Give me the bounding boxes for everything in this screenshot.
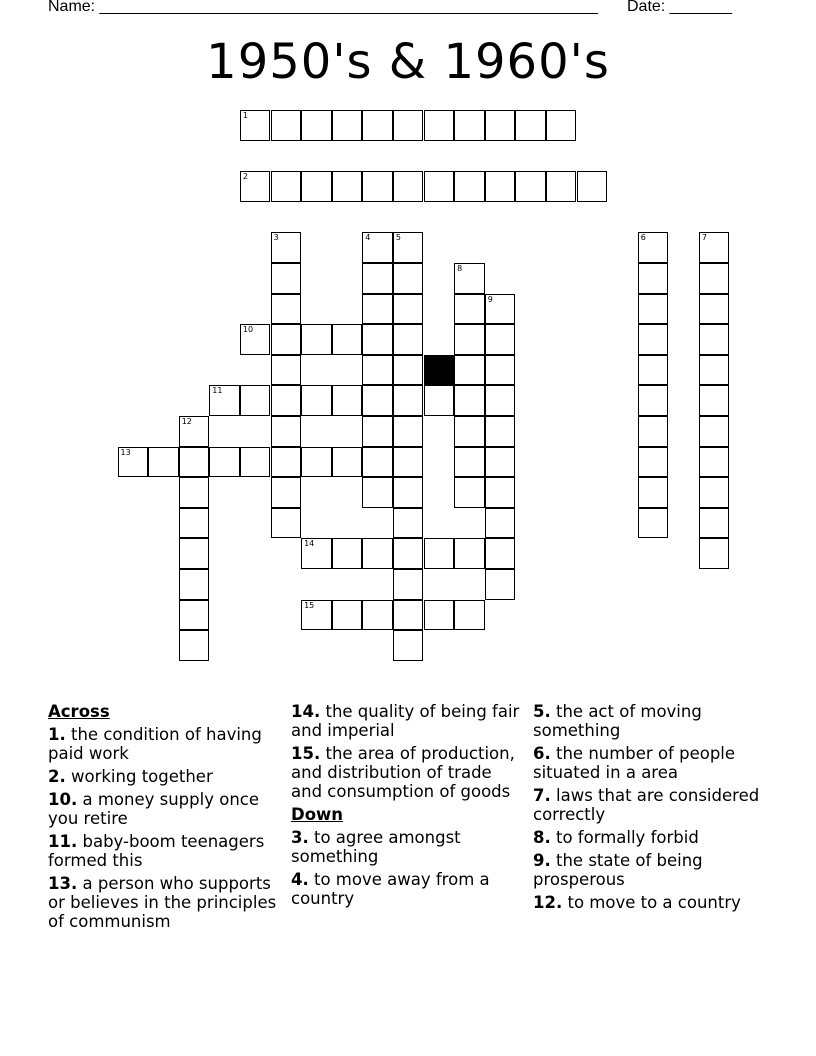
crossword-cell[interactable] [179,630,210,661]
crossword-cell[interactable] [332,385,363,416]
crossword-cell[interactable] [332,538,363,569]
crossword-cell[interactable] [638,416,669,447]
crossword-cell[interactable] [454,385,485,416]
crossword-cell[interactable] [424,600,455,631]
clue-item-number: 15. [291,744,321,763]
clue-number: 15 [304,600,315,610]
crossword-cell[interactable] [699,324,730,355]
clue-number: 13 [120,447,131,457]
crossword-cell[interactable] [424,385,455,416]
clue-item-number: 9. [533,851,551,870]
clue-item [533,893,769,912]
crossword-cell[interactable] [699,355,730,386]
clue-item-text: to move away from a country [291,870,490,908]
clue-item-number: 4. [291,870,309,889]
crossword-cell[interactable] [485,324,516,355]
crossword-cell[interactable] [332,600,363,631]
crossword-cell[interactable] [485,447,516,478]
clue-number: 1 [242,111,248,120]
clue-item-number: 6. [533,744,551,763]
crossword-cell[interactable] [546,110,577,141]
crossword-cell[interactable] [454,110,485,141]
crossword-cell[interactable] [271,263,302,294]
crossword-cell[interactable] [393,355,424,386]
crossword-cell[interactable] [638,294,669,325]
clue-item-number: 11. [48,832,78,851]
clue-item [291,702,527,740]
clue-number: 3 [273,233,279,243]
crossword-cell[interactable] [271,171,302,202]
crossword-cell[interactable] [271,508,302,539]
crossword-cell[interactable] [209,385,240,416]
clue-item-text: laws that are considered correctly [533,786,760,824]
clue-item [533,851,769,889]
crossword-cell[interactable] [699,508,730,539]
crossword-cell[interactable] [393,294,424,325]
clue-item-number: 7. [533,786,551,805]
crossword-cell[interactable] [301,600,332,631]
down-clue-list-continued [533,702,769,912]
clue-item-text: the area of production, and distribution of trade and consumption of goods [291,744,515,801]
crossword-cell[interactable] [454,477,485,508]
clues-column-3 [533,702,769,916]
crossword-cell[interactable] [271,416,302,447]
clue-item-text: the number of people situated in a area [533,744,736,782]
crossword-cell[interactable] [454,600,485,631]
crossword-cell[interactable] [393,110,424,141]
crossword-cell[interactable] [240,385,271,416]
crossword-cell[interactable] [454,263,485,294]
crossword-cell[interactable] [638,324,669,355]
crossword-cell[interactable] [699,263,730,294]
crossword-cell[interactable] [362,600,393,631]
crossword-cell[interactable] [240,171,271,202]
crossword-cell[interactable] [393,171,424,202]
clue-item-number: 10. [48,790,78,809]
black-square [424,355,455,386]
crossword-cell[interactable] [362,110,393,141]
crossword-cell[interactable] [454,538,485,569]
crossword-cell[interactable] [393,600,424,631]
crossword-cell[interactable] [699,385,730,416]
clue-item [48,725,284,763]
clue-item-text: a person who supports or believes in the principles of communism [48,874,277,931]
date-field-label: Date: _______ [627,0,732,15]
clue-number: 10 [242,325,254,335]
crossword-cell[interactable] [454,355,485,386]
crossword-cell[interactable] [638,385,669,416]
crossword-cell[interactable] [515,110,546,141]
crossword-cell[interactable] [485,569,516,600]
crossword-cell[interactable] [393,263,424,294]
crossword-cell[interactable] [362,416,393,447]
crossword-cell[interactable] [454,324,485,355]
across-heading: Across [48,702,110,721]
crossword-cell[interactable] [271,447,302,478]
crossword-cell[interactable] [699,538,730,569]
clue-number: 7 [701,233,707,243]
crossword-cell[interactable] [362,294,393,325]
crossword-cell[interactable] [393,385,424,416]
crossword-cell[interactable] [362,263,393,294]
clue-number: 14 [304,539,315,549]
crossword-cell[interactable] [638,477,669,508]
clue-number: 2 [242,172,248,182]
crossword-cell[interactable] [699,477,730,508]
crossword-cell[interactable] [271,385,302,416]
clue-item [48,790,284,828]
clue-number: 5 [395,233,401,243]
crossword-cell[interactable] [301,171,332,202]
crossword-cell[interactable] [362,538,393,569]
clue-item [533,786,769,824]
clue-item-text: the quality of being fair and imperial [291,702,520,740]
crossword-cell[interactable] [393,232,424,263]
clue-item-text: to formally forbid [556,828,699,847]
clues-column-2 [291,702,527,912]
clue-item-number: 3. [291,828,309,847]
clue-item-text: working together [71,767,213,786]
clue-item-number: 8. [533,828,551,847]
crossword-cell[interactable] [240,447,271,478]
clue-item-number: 1. [48,725,66,744]
crossword-cell[interactable] [485,355,516,386]
crossword-cell[interactable] [271,110,302,141]
crossword-cell[interactable] [577,171,608,202]
crossword-cell[interactable] [424,171,455,202]
crossword-cell[interactable] [271,355,302,386]
clue-item-text: the state of being prosperous [533,851,703,889]
crossword-cell[interactable] [362,171,393,202]
clue-item-text: a money supply once you retire [48,790,259,828]
crossword-cell[interactable] [179,508,210,539]
crossword-cell[interactable] [393,538,424,569]
clue-item-number: 5. [533,702,551,721]
crossword-cell[interactable] [362,385,393,416]
clue-item-text: to agree amongst something [291,828,461,866]
clue-number: 11 [212,386,223,396]
crossword-cell[interactable] [393,416,424,447]
crossword-cell[interactable] [179,569,210,600]
clue-item [48,767,284,786]
crossword-cell[interactable] [638,232,669,263]
crossword-cell[interactable] [638,263,669,294]
crossword-cell[interactable] [638,447,669,478]
clue-number: 8 [457,264,463,273]
crossword-cell[interactable] [638,355,669,386]
crossword-cell[interactable] [485,171,516,202]
clue-item [291,870,527,908]
crossword-cell[interactable] [485,416,516,447]
crossword-cell[interactable] [546,171,577,202]
page-title: 1950's & 1960's [206,34,610,90]
clue-item [291,744,527,801]
clue-item-text: baby-boom teenagers formed this [48,832,265,870]
crossword-cell[interactable] [301,110,332,141]
crossword-cell[interactable] [362,355,393,386]
clue-item-text: the act of moving something [533,702,702,740]
crossword-cell[interactable] [179,416,210,447]
crossword-cell[interactable] [362,324,393,355]
clue-item-number: 13. [48,874,78,893]
clue-item [533,702,769,740]
crossword-cell[interactable] [148,447,179,478]
crossword-cell[interactable] [118,447,149,478]
crossword-cell[interactable] [699,294,730,325]
crossword-cell[interactable] [332,447,363,478]
crossword-cell[interactable] [362,477,393,508]
crossword-cell[interactable] [699,416,730,447]
crossword-cell[interactable] [271,232,302,263]
crossword-cell[interactable] [638,508,669,539]
crossword-cell[interactable] [485,385,516,416]
clue-item [48,874,284,931]
name-field-label: Name: ________________________________________________________ [48,0,598,15]
crossword-cell[interactable] [485,110,516,141]
crossword-cell[interactable] [301,324,332,355]
clue-number: 12 [181,417,192,426]
crossword-cell[interactable] [362,232,393,263]
crossword-cell[interactable] [393,447,424,478]
crossword-cell[interactable] [209,447,240,478]
crossword-cell[interactable] [699,232,730,263]
crossword-cell[interactable] [485,538,516,569]
crossword-cell[interactable] [332,110,363,141]
crossword-cell[interactable] [454,447,485,478]
crossword-cell[interactable] [301,538,332,569]
crossword-cell[interactable] [271,324,302,355]
crossword-cell[interactable] [179,447,210,478]
crossword-cell[interactable] [271,477,302,508]
crossword-cell[interactable] [424,538,455,569]
crossword-cell[interactable] [485,294,516,325]
clue-item [48,832,284,870]
clue-item [533,744,769,782]
crossword-cell[interactable] [301,447,332,478]
clue-number: 9 [487,294,493,304]
crossword-cell[interactable] [179,538,210,569]
clue-item-number: 14. [291,702,321,721]
crossword-cell[interactable] [301,385,332,416]
clue-number: 6 [640,233,646,243]
across-clue-list [48,725,284,931]
crossword-cell[interactable] [240,324,271,355]
crossword-cell[interactable] [362,447,393,478]
crossword-cell[interactable] [332,324,363,355]
across-clue-list-continued [291,702,527,801]
crossword-cell[interactable] [699,447,730,478]
clue-item-text: the condition of having paid work [48,725,262,763]
crossword-cell[interactable] [393,477,424,508]
crossword-cell[interactable] [332,171,363,202]
down-heading: Down [291,805,344,824]
clue-item [533,828,769,847]
clue-item-number: 12. [533,893,563,912]
clue-number: 4 [365,233,371,243]
crossword-cell[interactable] [179,477,210,508]
down-clue-list [291,828,527,908]
crossword-cell[interactable] [393,324,424,355]
clue-item-number: 2. [48,767,66,786]
crossword-cell[interactable] [240,110,271,141]
crossword-cell[interactable] [515,171,546,202]
crossword-cell[interactable] [179,600,210,631]
crossword-cell[interactable] [393,569,424,600]
crossword-cell[interactable] [424,110,455,141]
clues-column-1 [48,702,284,935]
crossword-cell[interactable] [485,477,516,508]
crossword-cell[interactable] [485,508,516,539]
crossword-cell[interactable] [454,294,485,325]
clue-item [291,828,527,866]
crossword-cell[interactable] [454,416,485,447]
crossword-cell[interactable] [393,508,424,539]
crossword-cell[interactable] [454,171,485,202]
clue-item-text: to move to a country [567,893,741,912]
crossword-cell[interactable] [271,294,302,325]
crossword-cell[interactable] [393,630,424,661]
